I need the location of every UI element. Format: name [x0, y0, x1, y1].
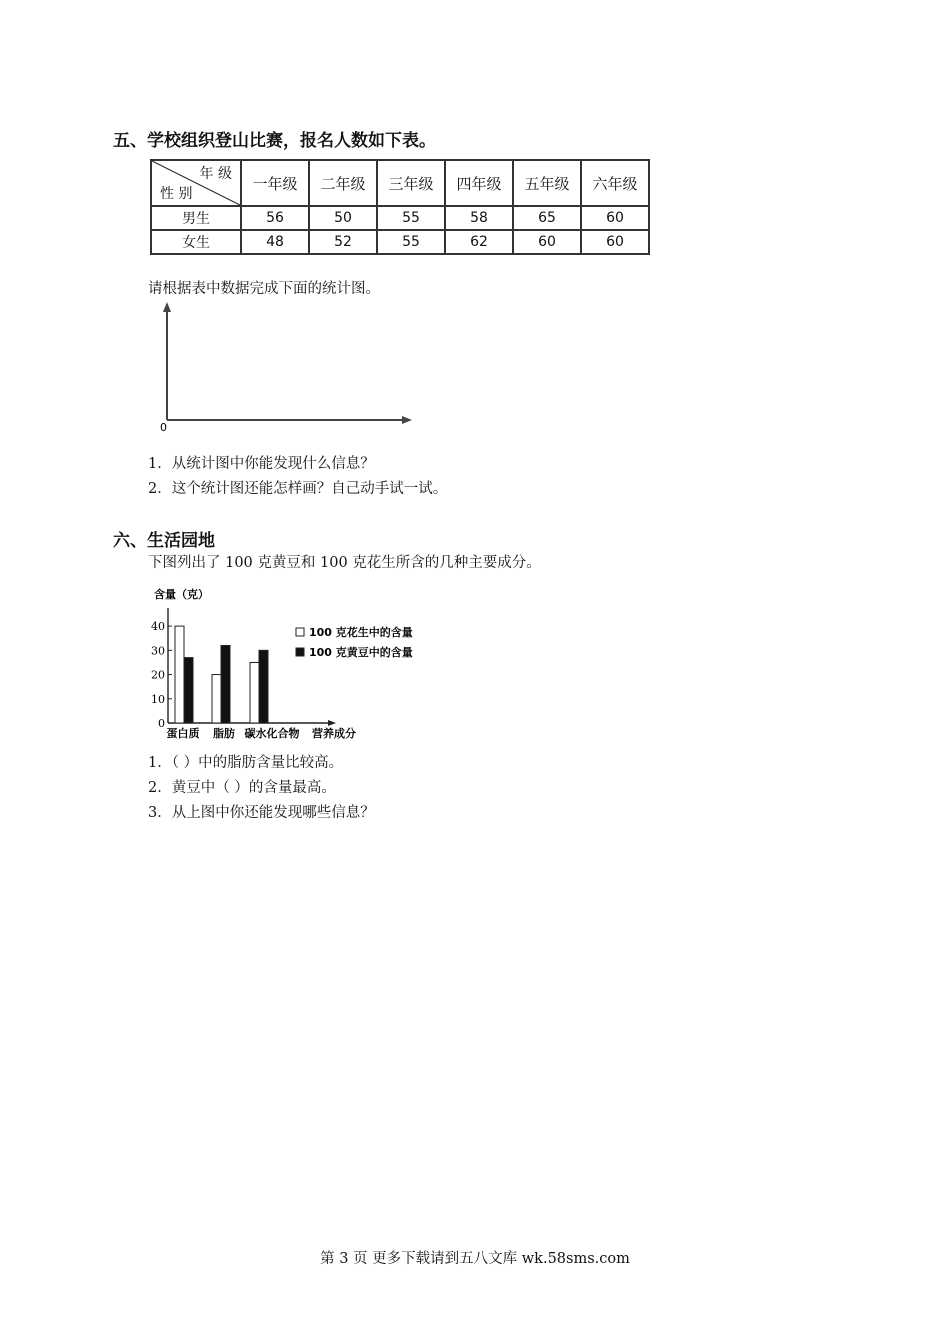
grade-header: 五年级 [513, 160, 581, 206]
grade-header: 一年级 [241, 160, 309, 206]
y-tick-label: 40 [151, 620, 165, 634]
section5-title: 五、学校组织登山比赛，报名人数如下表。 [113, 131, 436, 151]
legend-label: 100 克黄豆中的含量 [309, 646, 413, 659]
section5-question-1: 1．从统计图中你能发现什么信息？ [148, 456, 375, 472]
y-tick-label: 20 [151, 668, 165, 682]
section6-question-3: 3．从上图中你还能发现哪些信息？ [148, 805, 375, 821]
page-footer: 第 3 页 更多下载请到五八文库 wk.58sms.com [320, 1251, 630, 1267]
legend-label: 100 克花生中的含量 [309, 626, 413, 639]
bar-soybean [184, 658, 193, 723]
row-label: 男生 [151, 206, 241, 230]
category-label: 蛋白质 [166, 727, 200, 740]
x-axis-arrow-icon [402, 416, 412, 424]
category-label: 碳水化合物 [244, 727, 300, 740]
x-axis-title: 营养成分 [312, 727, 356, 740]
section6-question-1: 1．（ ）中的脂肪含量比较高。 [148, 755, 344, 771]
table-cell: 60 [581, 206, 649, 230]
section5-question-2: 2．这个统计图还能怎样画？自己动手试一试。 [148, 481, 448, 497]
row-label: 女生 [151, 230, 241, 254]
table-cell: 50 [309, 206, 377, 230]
table-cell: 52 [309, 230, 377, 254]
table-cell: 65 [513, 206, 581, 230]
blank-chart-axes [150, 298, 420, 438]
grade-header: 三年级 [377, 160, 445, 206]
x-axis-arrow-icon [328, 720, 336, 726]
table-row [151, 206, 649, 230]
section6-title: 六、生活园地 [113, 531, 215, 551]
legend-swatch [296, 628, 304, 636]
table-cell: 56 [241, 206, 309, 230]
section5-instruction: 请根据表中数据完成下面的统计图。 [148, 281, 380, 297]
bar-soybean [259, 650, 268, 723]
table-cell: 62 [445, 230, 513, 254]
bar-soybean [221, 645, 230, 723]
corner-bottom-label: 性 别 [160, 186, 193, 202]
bar-peanut [250, 662, 259, 723]
section6-question-2: 2．黄豆中（ ）的含量最高。 [148, 780, 336, 796]
table-cell: 60 [581, 230, 649, 254]
grade-header: 四年级 [445, 160, 513, 206]
category-label: 脂肪 [213, 727, 235, 740]
nutrient-bar-chart [140, 584, 440, 742]
y-tick-label: 30 [151, 644, 165, 658]
table-cell: 55 [377, 206, 445, 230]
y-tick-label: 10 [151, 692, 165, 706]
table-cell: 60 [513, 230, 581, 254]
y-axis-arrow-icon [163, 302, 171, 312]
origin-label: 0 [160, 421, 167, 434]
registration-table [150, 159, 650, 255]
grade-header: 二年级 [309, 160, 377, 206]
table-cell: 58 [445, 206, 513, 230]
bar-peanut [212, 675, 221, 723]
table-cell: 48 [241, 230, 309, 254]
corner-top-label: 年 级 [199, 166, 232, 182]
bar-peanut [175, 626, 184, 723]
table-corner-cell [151, 160, 241, 206]
y-axis-title: 含量（克） [154, 588, 209, 601]
table-row [151, 230, 649, 254]
section6-intro: 下图列出了 100 克黄豆和 100 克花生所含的几种主要成分。 [148, 555, 541, 571]
y-tick-label: 0 [158, 717, 165, 730]
legend-swatch [296, 648, 304, 656]
grade-header: 六年级 [581, 160, 649, 206]
table-cell: 55 [377, 230, 445, 254]
